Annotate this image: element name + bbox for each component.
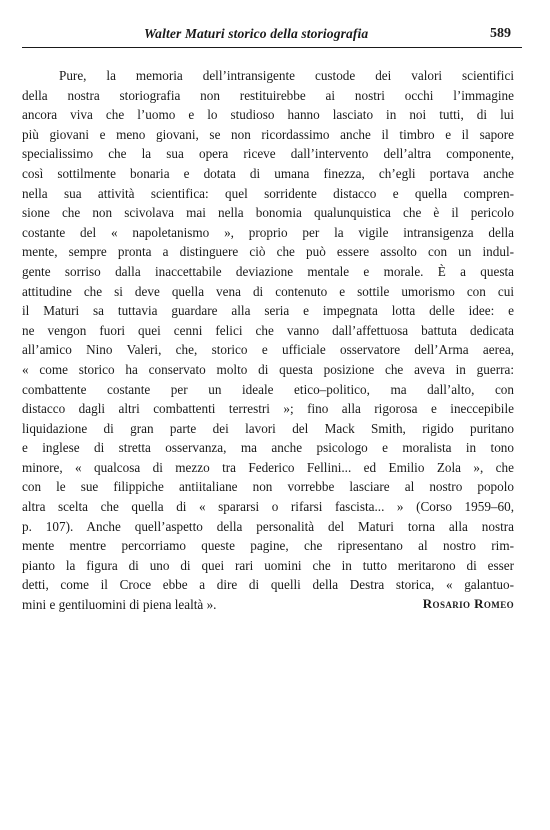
text-line: p. 107). Anche quell’aspetto della personalità del Maturi torna alla nostra (22, 518, 514, 534)
text-line: detti, come il Croce ebbe a dire di quelli della Destra storica, « galantuo- (22, 577, 514, 593)
text-line: più giovani e meno giovani, se non ricordassimo anche il timbro e il sapore (22, 126, 514, 142)
text-line: specialissimo che la sua opera riceve dall’intervento dell’altra componente, (22, 146, 514, 162)
text-line: sione che non scivolava mai nella bonomia qualunquistica che è il pericolo (22, 205, 514, 221)
text-line: all’amico Nino Valeri, che, storico e ufficiale osservatore dell’Arma aerea, (22, 342, 514, 358)
text-line: con le sue filippiche antiitaliane non vorrebbe lasciare al nostro popolo (22, 479, 514, 495)
text-line: liquidazione di gran parte dei lavori del Mack Smith, rigido puritano (22, 420, 514, 436)
text-line: attitudine che si deve quella vena di contenuto e sottile umorismo con cui (22, 283, 514, 299)
text-line: « come storico ha conservato molto di questa posizione che aveva in guerra: (22, 361, 514, 377)
text-line: mini e gentiluomini di piena lealtà ». (22, 597, 217, 613)
text-line: il Maturi sa tuttavia guardare alla seria e impegnata lotta delle idee: e (22, 303, 514, 319)
text-line: combattente costante per un ideale etico–politico, ma dall’alto, con (22, 381, 514, 397)
text-line: costante del « napoletanismo », proprio per la vigile intransigenza della (22, 224, 514, 240)
text-line: ancora viva che l’uomo e lo studioso hanno lasciato in noi tutti, di lui (22, 107, 514, 123)
text-line: nella sua attività scientifica: quel sorridente distacco e quella compren- (22, 185, 514, 201)
text-line: ne vengon fuori quei cenni felici che vanno dall’affettuosa battuta dedicata (22, 322, 514, 338)
text-line: altra scelta che quella di « spararsi o rifarsi fascista... » (Corso 1959–60, (22, 499, 514, 515)
body-paragraph (22, 66, 514, 615)
page-number: 589 (490, 26, 511, 41)
text-line: gente sorriso dalla inaccettabile deviazione mentale e morale. È a questa (22, 263, 514, 279)
text-line: minore, « qualcosa di mezzo tra Federico Fellini... ed Emilio Zola », che (22, 459, 514, 475)
running-title: Walter Maturi storico della storiografia (144, 26, 369, 41)
text-line: Pure, la memoria dell’intransigente custode dei valori scientifici (59, 68, 514, 83)
author-signature: Rosario Romeo (422, 596, 514, 611)
page-header (0, 26, 550, 44)
text-line: così sottilmente bonaria e dotata di umana finezza, ch’egli portava anche (22, 165, 514, 181)
text-line: mente, sempre pronta a distinguere ciò che può essere assolto con un indul- (22, 244, 514, 260)
text-line: pianto la figura di uno di quei rari uomini che in tutto meritarono di esser (22, 557, 514, 573)
text-line: e inglese di stretta osservanza, ma anche psicologo e moralista in tono (22, 440, 514, 456)
header-rule (22, 47, 522, 48)
text-line: della nostra storiografia non restituirebbe ai nostri occhi l’immagine (22, 87, 514, 103)
text-line: mente mentre percorriamo queste pagine, che ripresentano al nostro rim- (22, 538, 514, 554)
text-line: distacco dagli altri combattenti terrestri »; fino alla rigorosa e ineccepibile (22, 401, 514, 417)
